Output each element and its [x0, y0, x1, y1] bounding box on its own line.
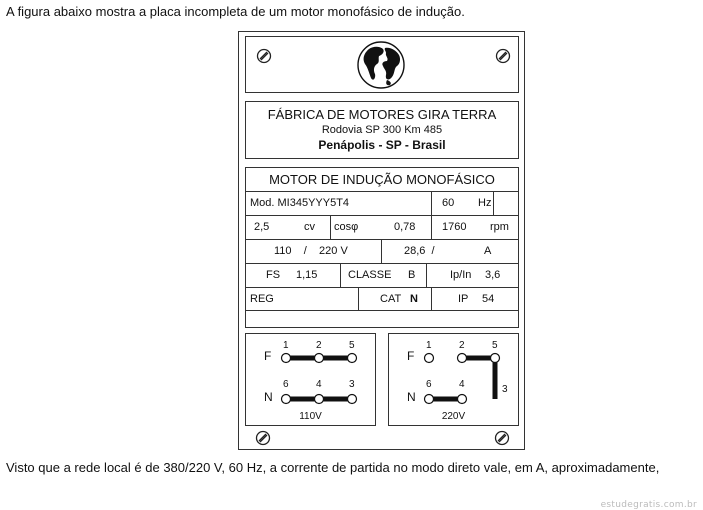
- globe-icon: [356, 40, 406, 90]
- terminal-f-label: F: [407, 349, 415, 363]
- terminal-1: 1: [426, 340, 432, 351]
- manufacturer-city: Penápolis - SP - Brasil: [318, 138, 446, 152]
- cosphi-label: cosφ: [334, 221, 359, 233]
- ipin-value: 3,6: [485, 269, 501, 281]
- current-value: 28,6 /: [404, 245, 435, 257]
- terminal-3: 3: [502, 384, 508, 395]
- terminal-6: 6: [426, 379, 432, 390]
- cosphi-value: 0,78: [394, 221, 416, 233]
- terminal-5: 5: [349, 340, 355, 351]
- manufacturer-box: [245, 101, 519, 159]
- power-unit: cv: [304, 221, 315, 233]
- frequency-value: 60: [442, 197, 455, 209]
- class-value: B: [408, 269, 416, 281]
- voltage-value: 110 / 220 V: [274, 245, 348, 257]
- class-label: CLASSE: [348, 269, 392, 281]
- terminal-4: 4: [459, 379, 465, 390]
- screw-icon: [494, 430, 510, 446]
- frequency-unit: Hz: [478, 197, 492, 209]
- manufacturer-name: FÁBRICA DE MOTORES GIRA TERRA: [267, 107, 497, 122]
- connection-diagram-220v: [388, 333, 519, 426]
- manufacturer-address: Rodovia SP 300 Km 485: [321, 124, 443, 136]
- question-intro: A figura abaixo mostra a placa incompleta de um motor monofásico de indução.: [6, 4, 465, 19]
- rpm-unit: rpm: [490, 221, 509, 233]
- terminal-4: 4: [316, 379, 322, 390]
- diagram-220v-label: 220V: [441, 411, 466, 422]
- terminal-n-label: N: [264, 390, 273, 404]
- plate-header-box: [245, 36, 519, 93]
- cat-value: N: [410, 293, 418, 305]
- screw-icon: [255, 430, 271, 446]
- terminal-2: 2: [459, 340, 465, 351]
- plate-title: MOTOR DE INDUÇÃO MONOFÁSICO: [269, 172, 495, 187]
- motor-data-table: [245, 167, 519, 328]
- terminal-6: 6: [283, 379, 289, 390]
- motor-nameplate: [238, 31, 525, 450]
- ip-value: 54: [482, 293, 495, 305]
- power-value: 2,5: [254, 221, 270, 233]
- question-prompt: Visto que a rede local é de 380/220 V, 60 Hz, a corrente de partida no modo direto vale, em A, aproximadamente,: [6, 460, 660, 475]
- terminal-5: 5: [492, 340, 498, 351]
- terminal-1: 1: [283, 340, 289, 351]
- terminal-3: 3: [349, 379, 355, 390]
- terminal-2: 2: [316, 340, 322, 351]
- model-value: Mod. MI345YYY5T4: [250, 197, 350, 209]
- screw-icon: [256, 48, 272, 64]
- fs-label: FS: [266, 269, 281, 281]
- watermark: estudegratis.com.br: [600, 500, 697, 510]
- screw-icon: [495, 48, 511, 64]
- reg-label: REG: [250, 293, 274, 305]
- ip-label: IP: [458, 293, 469, 305]
- current-unit: A: [484, 245, 492, 257]
- cat-label: CAT: [380, 293, 402, 305]
- ipin-label: Ip/In: [450, 269, 472, 281]
- terminal-n-label: N: [407, 390, 416, 404]
- diagram-110v-label: 110V: [299, 411, 322, 422]
- fs-value: 1,15: [296, 269, 318, 281]
- connection-diagram-110v: [245, 333, 376, 426]
- rpm-value: 1760: [442, 221, 467, 233]
- terminal-f-label: F: [264, 349, 272, 363]
